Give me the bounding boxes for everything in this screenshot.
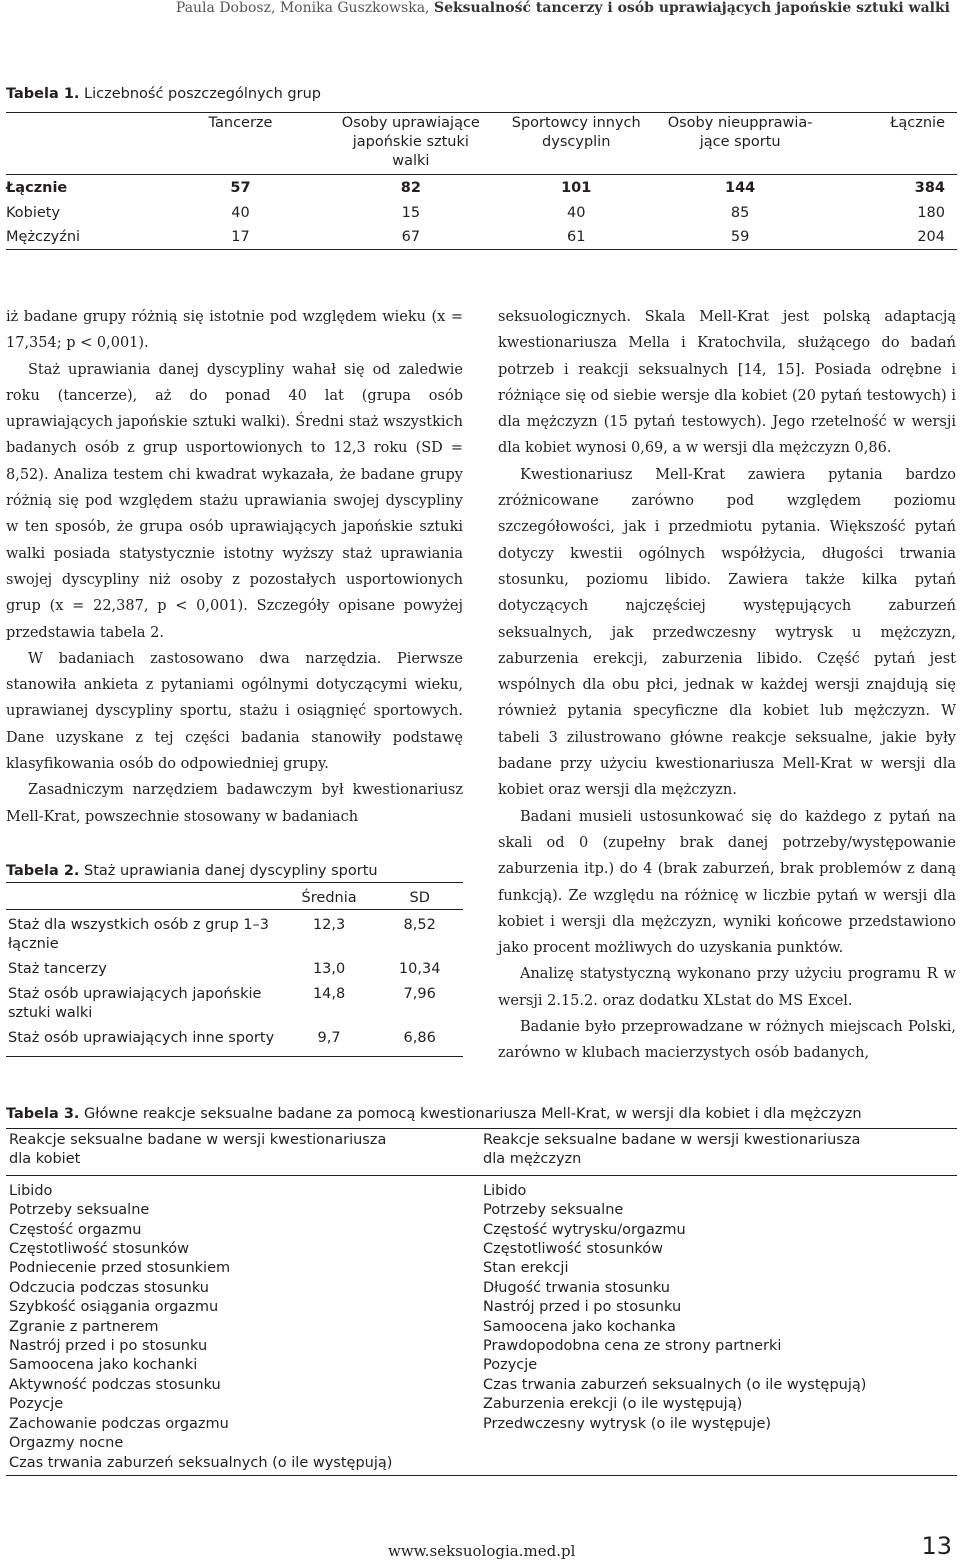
row-label: Staż osób uprawiających japońskie sztuki walki: [8, 986, 262, 1021]
cell: 59: [730, 229, 750, 245]
page-number: 13: [921, 1532, 952, 1560]
cell: 57: [230, 180, 251, 196]
table1-header-cell: Osoby uprawiające japońskie sztuki walki: [341, 115, 480, 169]
row-label: Kobiety: [6, 204, 61, 221]
table-row: [6, 954, 463, 979]
list-item: Długość trwania stosunku: [483, 1279, 670, 1296]
cell-sd: 6,86: [403, 1030, 436, 1046]
footer-url: www.seksuologia.med.pl: [388, 1542, 576, 1560]
list-item: Samoocena jako kochanki: [9, 1357, 198, 1374]
table-row: [6, 910, 463, 954]
list-item: Szybkość osiągania orgazmu: [9, 1299, 219, 1316]
table1-caption-text: Liczebność poszczególnych grup: [84, 86, 321, 102]
cell-sd: 7,96: [403, 986, 436, 1002]
row-label: Staż osób uprawiających inne sporty: [8, 1030, 275, 1046]
table2-header-mean: Średnia: [301, 890, 357, 906]
table2-caption-text: Staż uprawiania danej dyscypliny sportu: [84, 863, 378, 879]
table3-caption-text: Główne reakcje seksualne badane za pomocą kwestionariusza Mell-Krat, w wersji dla kobiet i dla mężczyzn: [84, 1106, 862, 1122]
paragraph: Zasadniczym narzędziem badawczym był kwestionariusz Mell-Krat, powszechnie stosowany w badaniach: [6, 782, 463, 825]
row-label: Łącznie: [6, 180, 68, 196]
table1-header-cell: Sportowcy innych dyscyplin: [511, 115, 641, 150]
cell: 144: [724, 180, 756, 196]
cell: 101: [561, 180, 592, 196]
table-row: [6, 225, 957, 250]
header-title: Seksualność tancerzy i osób uprawiających japońskie sztuki walki: [433, 0, 950, 16]
running-header: [10, 0, 950, 16]
cell: 180: [917, 204, 946, 221]
list-item: Nastrój przed i po stosunku: [483, 1299, 682, 1316]
women-reactions-list: [6, 1182, 483, 1473]
cell: 40: [567, 204, 586, 221]
table2-header-sd: SD: [409, 890, 430, 906]
cell: 67: [401, 229, 421, 245]
cell-sd: 8,52: [403, 917, 436, 933]
list-item: Pozycje: [483, 1357, 538, 1374]
cell: 15: [401, 204, 421, 221]
table3-caption: [6, 1106, 862, 1122]
list-item: Nastrój przed i po stosunku: [9, 1338, 208, 1355]
table3: [6, 1128, 957, 1476]
list-item: Stan erekcji: [483, 1260, 569, 1277]
paragraph: seksuologicznych. Skala Mell-Krat jest polską adaptacją kwestionariusza Mella i Kratochvila, służącego do badań potrzeb i reakcji seksualnych [14, 15]. Posiada odrębne i różniące się od siebie wersje dla kobiet (20 pytań testowych) i dla mężczyzn (15 pytań testowych). Jego rzetelność w wersji dla kobiet wynosi 0,69, a w wersji dla mężczyzn 0,86.: [498, 309, 956, 457]
cell-sd: 10,34: [398, 961, 441, 977]
paragraph: Kwestionariusz Mell-Krat zawiera pytania bardzo zróżnicowane zarówno pod względem poziomu szczegółowości, jak i przedmiotu pytania. Większość pytań dotyczy kwestii ogólnych współżycia, długości trwania stosunku, poziomu libido. Zawiera także kilka pytań dotyczących najczęściej występujących zaburzeń seksualnych, jak przedwczesny wytrysk u mężczyzn, zaburzenia erekcji, zaburzenia libido. Część pytań jest wspólnych dla obu płci, jednak w każdej wersji znajdują się również pytania specyficzne dla kobiet lub mężczyzn. W tabeli 3 zilustrowano główne reakcje seksualne, jakie były badane przy użyciu kwestionariusza Mell-Krat w wersji dla kobiet oraz wersji dla mężczyzn.: [498, 466, 956, 799]
right-text-column: [498, 304, 956, 1067]
table-row: [6, 1023, 463, 1057]
paragraph: Analizę statystyczną wykonano przy użyciu programu R w wersji 2.15.2. oraz dodatku XLstat do MS Excel.: [498, 966, 956, 1009]
table1-caption: [6, 86, 321, 102]
list-item: Częstotliwość stosunków: [9, 1241, 190, 1258]
table2-header-cell: [6, 883, 282, 909]
left-text-column: [6, 304, 463, 830]
table1-header-cell: Tancerze: [208, 115, 273, 131]
row-label: Staż dla wszystkich osób z grup 1–3 łącznie: [8, 917, 269, 952]
table1-header-cell: [6, 114, 154, 174]
list-item: Zaburzenia erekcji (o ile występują): [483, 1396, 743, 1413]
list-item: Zgranie z partnerem: [9, 1318, 159, 1335]
cell: 82: [400, 180, 421, 196]
paragraph: Badani musieli ustosunkować się do każdego z pytań na skali od 0 (zupełny brak danej potrzeby/występowanie zaburzenia itp.) do 4 (brak zaburzeń, brak problemów z daną funkcją). Ze względu na różnicę w liczbie pytań w wersji dla kobiet i wersji dla mężczyzn, wyniki końcowe przedstawiono jako procent możliwych do uzyskania punktów.: [498, 808, 956, 957]
paragraph: iż badane grupy różnią się istotnie pod względem wieku (x = 17,354; p < 0,001).: [6, 309, 463, 352]
list-item: Zachowanie podczas orgazmu: [9, 1415, 229, 1432]
list-item: Częstotliwość stosunków: [483, 1241, 664, 1258]
header-authors: Paula Dobosz, Monika Guszkowska,: [175, 0, 430, 16]
list-item: Potrzeby seksualne: [9, 1202, 150, 1219]
list-item: Orgazmy nocne: [9, 1435, 124, 1452]
list-item: Aktywność podczas stosunku: [9, 1376, 221, 1393]
table1-header-row: [6, 113, 957, 175]
paragraph: Staż uprawiania danej dyscypliny wahał się od zaledwie roku (tancerze), aż do ponad 40 lat (grupa osób uprawiających japońskie sztuki walki). Średni staż wszystkich badanych osób z grup usportowionych to 12,3 roku (SD = 8,52). Analiza testem chi kwadrat wykazała, że badane grupy różnią się pod względem stażu uprawiania swojej dyscypliny w ten sposób, że grupa osób uprawiających japońskie sztuki walki posiada statystycznie istotny wyższy staż uprawiania swojej dyscypliny niż osoby z pozostałych usportowionych grup (x = 22,387, p < 0,001). Szczegóły opisane powyżej przedstawia tabela 2.: [6, 361, 463, 641]
list-item: Pozycje: [9, 1396, 64, 1413]
cell-mean: 12,3: [312, 917, 346, 933]
table1-header-cell: Osoby nieupprawia- jące sportu: [667, 115, 813, 150]
table-row: [6, 979, 463, 1023]
table2-caption-label: Tabela 2.: [6, 863, 80, 879]
table2-header-row: [6, 883, 463, 910]
table3-header-men: Reakcje seksualne badane w wersji kwestionariusza dla mężczyzn: [483, 1132, 861, 1168]
cell-mean: 14,8: [312, 986, 346, 1002]
table2-caption: [6, 863, 378, 879]
row-label: Staż tancerzy: [8, 961, 107, 977]
cell: 40: [231, 204, 250, 221]
list-item: Częstość wytrysku/orgazmu: [483, 1221, 686, 1238]
list-item: Odczucia podczas stosunku: [9, 1279, 209, 1296]
table3-header-row: [6, 1129, 957, 1176]
paragraph: W badaniach zastosowano dwa narzędzia. Pierwsze stanowiła ankieta z pytaniami ogólnymi dotyczącymi wieku, uprawianej dyscypliny sportu, stażu i osiągnięć sportowych. Dane uzyskane z tej części badania stanowiły podstawę klasyfikowania osób do odpowiedniej grupy.: [6, 650, 463, 773]
men-reactions-list: [483, 1182, 957, 1473]
list-item: Czas trwania zaburzeń seksualnych (o ile występują): [483, 1376, 867, 1393]
cell: 384: [914, 180, 946, 196]
table1-caption-label: Tabela 1.: [6, 86, 80, 102]
list-item: Podniecenie przed stosunkiem: [9, 1260, 231, 1277]
list-item: Czas trwania zaburzeń seksualnych (o ile występują): [9, 1454, 393, 1471]
row-label: Mężczyźni: [6, 229, 81, 245]
cell: 204: [917, 229, 946, 245]
list-item: Prawdopodobna cena ze strony partnerki: [483, 1338, 782, 1355]
list-item: Samoocena jako kochanka: [483, 1318, 676, 1335]
list-item: Częstość orgazmu: [9, 1221, 142, 1238]
table1-header-cell: Łącznie: [890, 115, 946, 131]
table1: [6, 112, 957, 250]
cell: 85: [730, 204, 750, 221]
table3-header-women: Reakcje seksualne badane w wersji kwestionariusza dla kobiet: [9, 1132, 387, 1168]
table-row: [6, 176, 957, 201]
list-item: Potrzeby seksualne: [483, 1202, 624, 1219]
list-item: Libido: [9, 1182, 53, 1199]
cell-mean: 9,7: [317, 1030, 341, 1046]
table3-caption-label: Tabela 3.: [6, 1106, 80, 1122]
list-item: Przedwczesny wytrysk (o ile występuje): [483, 1415, 772, 1432]
table-row: [6, 201, 957, 226]
cell-mean: 13,0: [312, 961, 346, 977]
table3-body: [6, 1176, 957, 1476]
list-item: Libido: [483, 1182, 527, 1199]
cell: 61: [567, 229, 586, 245]
cell: 17: [231, 229, 250, 245]
paragraph: Badanie było przeprowadzane w różnych miejscach Polski, zarówno w klubach macierzystych osób badanych,: [498, 1019, 956, 1062]
table2: [6, 880, 463, 1057]
